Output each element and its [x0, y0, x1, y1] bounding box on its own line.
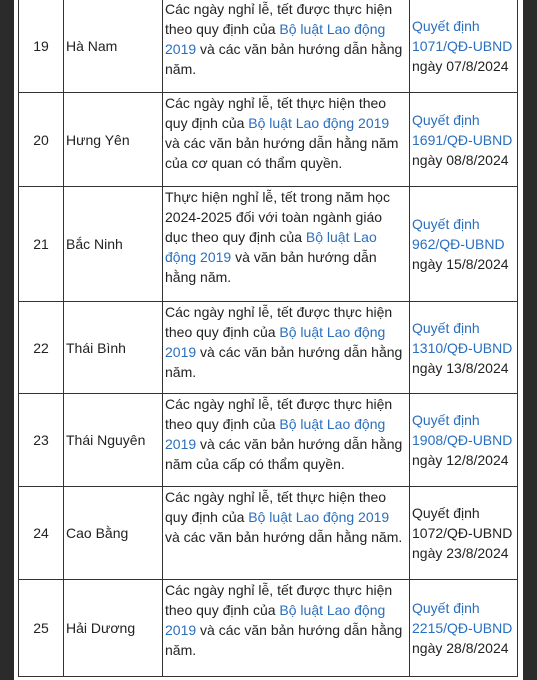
province-name: Hải Dương: [64, 580, 163, 677]
content-text: và các văn bản hướng dẫn hằng năm của cấp có thẩm quyền.: [165, 436, 403, 472]
holiday-content: [163, 93, 410, 187]
decision-link[interactable]: Quyết định 962/QĐ-UBND: [412, 216, 505, 252]
province-name: Thái Nguyên: [64, 394, 163, 487]
holiday-content: [163, 0, 410, 93]
holiday-content: [163, 394, 410, 487]
decision-text: Quyết định 1072/QĐ-UBND ngày 23/8/2024: [412, 505, 513, 561]
content-text: và các văn bản hướng dẫn hằng năm.: [165, 344, 403, 380]
labor-code-link[interactable]: Bộ luật Lao động 2019: [248, 509, 390, 525]
labor-code-link[interactable]: Bộ luật Lao động 2019: [248, 115, 390, 131]
row-number: 25: [19, 580, 64, 677]
decision-cell: [410, 187, 518, 302]
province-name: Hưng Yên: [64, 93, 163, 187]
decision-date: ngày 08/8/2024: [412, 151, 509, 168]
labor-code-link[interactable]: Bộ luật Lao động 2019: [165, 324, 386, 360]
table-row: [19, 93, 518, 187]
document-page: [14, 0, 523, 680]
decision-date: ngày 15/8/2024: [412, 256, 509, 272]
labor-code-link[interactable]: Bộ luật Lao động 2019: [165, 416, 386, 452]
content-text: Các ngày nghỉ lễ, tết thực hiện theo quy định của: [165, 95, 387, 131]
holiday-content: [163, 487, 410, 580]
content-text: Các ngày nghỉ lễ, tết được thực hiện theo quy định của: [165, 582, 393, 618]
decision-cell: [410, 93, 518, 187]
decision-cell: [410, 580, 518, 677]
content-text: Các ngày nghỉ lễ, tết được thực hiện theo quy định của: [165, 1, 393, 37]
province-name: Cao Bằng: [64, 487, 163, 580]
content-text: và văn bản hướng dẫn hằng năm.: [165, 249, 377, 285]
decision-date: ngày 07/8/2024: [412, 57, 509, 74]
decision-date: ngày 13/8/2024: [412, 359, 509, 376]
row-number: 21: [19, 187, 64, 302]
decision-date: ngày 12/8/2024: [412, 452, 509, 468]
content-text: Các ngày nghỉ lễ, tết được thực hiện theo quy định của: [165, 396, 393, 432]
table-row: [19, 580, 518, 677]
holiday-content: [163, 187, 410, 302]
holiday-content: [163, 580, 410, 677]
table-row: [19, 302, 518, 394]
row-number: 24: [19, 487, 64, 580]
decision-link[interactable]: Quyết định 1691/QĐ-UBND: [412, 111, 513, 148]
decision-link[interactable]: Quyết định 2215/QĐ-UBND: [412, 600, 513, 636]
decision-cell: [410, 487, 518, 580]
decision-link[interactable]: Quyết định 1310/QĐ-UBND: [412, 319, 513, 356]
decision-cell: [410, 394, 518, 487]
province-name: Thái Bình: [64, 302, 163, 394]
table-row: [19, 394, 518, 487]
content-text: và các văn bản hướng dẫn hằng năm của cơ quan có thẩm quyền.: [165, 135, 399, 171]
row-number: 22: [19, 302, 64, 394]
row-number: 23: [19, 394, 64, 487]
labor-code-link[interactable]: Bộ luật Lao động 2019: [165, 229, 377, 265]
table-row: [19, 487, 518, 580]
decision-link[interactable]: Quyết định 1908/QĐ-UBND: [412, 412, 513, 448]
province-name: Hà Nam: [64, 0, 163, 93]
holiday-content: [163, 302, 410, 394]
row-number: 19: [19, 0, 64, 93]
content-text: Các ngày nghỉ lễ, tết thực hiện theo quy định của: [165, 489, 387, 525]
table-row: [19, 187, 518, 302]
row-number: 20: [19, 93, 64, 187]
province-name: Bắc Ninh: [64, 187, 163, 302]
content-text: và các văn bản hướng dẫn hằng năm.: [165, 41, 403, 77]
labor-code-link[interactable]: Bộ luật Lao động 2019: [165, 602, 386, 638]
decision-cell: [410, 302, 518, 394]
decision-cell: [410, 0, 518, 93]
labor-code-link[interactable]: Bộ luật Lao động 2019: [165, 21, 386, 57]
content-text: Các ngày nghỉ lễ, tết được thực hiện theo quy định của: [165, 304, 393, 340]
content-text: và các văn bản hướng dẫn hằng năm.: [165, 529, 403, 545]
table-row: [19, 0, 518, 93]
holiday-schedule-table: [18, 0, 518, 677]
decision-link[interactable]: Quyết định 1071/QĐ-UBND: [412, 17, 513, 54]
content-text: Thực hiện nghỉ lễ, tết trong năm học 2024-2025 đối với toàn ngành giáo dục theo quy định của: [165, 189, 390, 245]
content-text: và các văn bản hướng dẫn hằng năm.: [165, 622, 403, 658]
decision-date: ngày 28/8/2024: [412, 640, 509, 656]
